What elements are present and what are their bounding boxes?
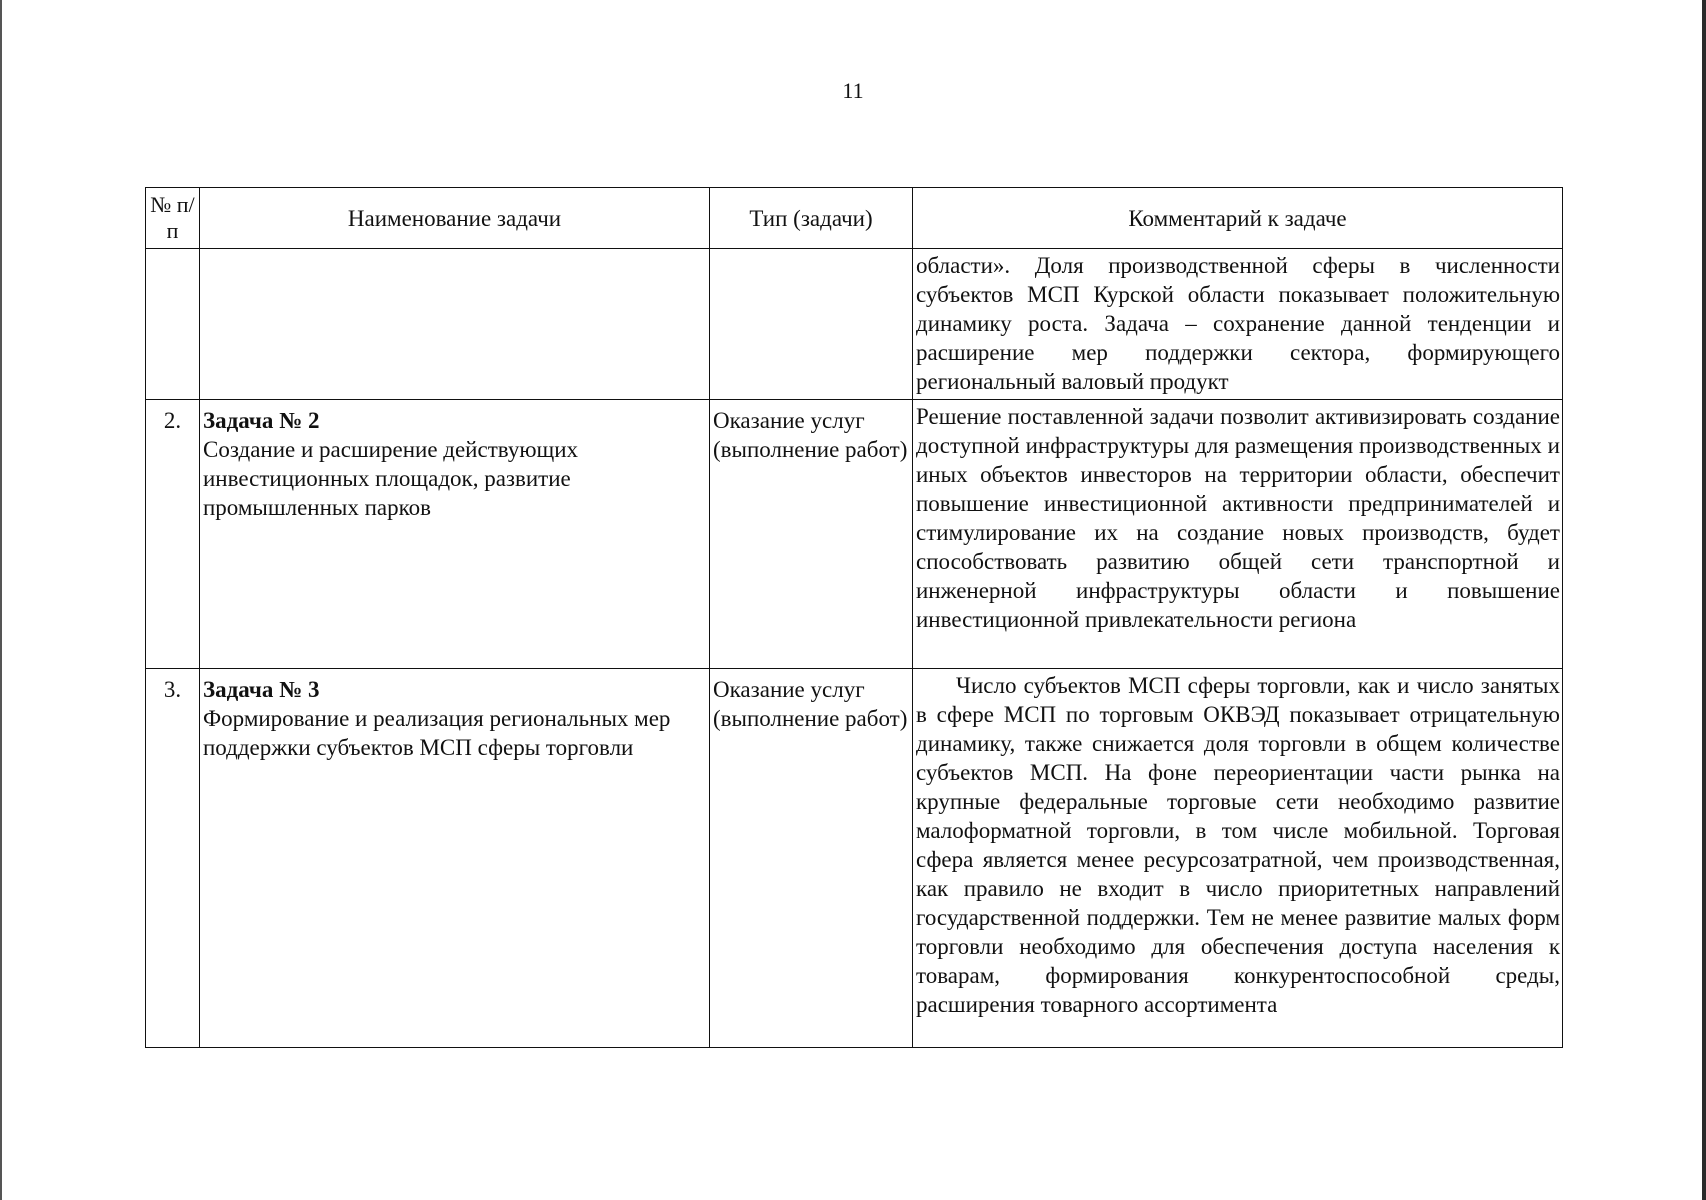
task-comment: Решение поставленной задачи позволит активизировать создание доступной инфраструктуры для размещения производственных и иных объектов инвесторов на территории области, обеспечит повышение инвестиционной активности предпринимателей и стимулирование их на создание новых производств, будет способствовать развитию общей сети транспортной и инженерной инфраструктуры области и повышение инвестиционной привлекательности региона: [913, 400, 1563, 669]
task-title: Задача № 3: [203, 677, 320, 702]
row-num: [146, 249, 200, 400]
task-description: Создание и расширение действующих инвестиционных площадок, развитие промышленных парков: [203, 437, 579, 520]
header-comment: Комментарий к задаче: [913, 188, 1563, 249]
task-name-cell: [200, 669, 710, 1048]
table-row: [146, 400, 1563, 669]
task-comment: Число субъектов МСП сферы торговли, как и число занятых в сфере МСП по торговым ОКВЭД показывает отрицательную динамику, также снижается доля торговли в общем количестве субъектов МСП. На фоне переориентации части рынка на крупные федеральные торговые сети необходимо развитие малоформатной торговли, в том числе мобильной. Торговая сфера является менее ресурсозатратной, чем производственная, как правило не входит в число приоритетных направлений государственной поддержки. Тем не менее развитие малых форм торговли необходимо для обеспечения доступа населения к товарам, формирования конкурентоспособной среды, расширения товарного ассортимента: [913, 669, 1563, 1048]
scan-edge-right: [1702, 0, 1706, 1200]
task-type: Оказание услуг (выполнение работ): [710, 669, 913, 1048]
header-type: Тип (задачи): [710, 188, 913, 249]
task-name-cell: [200, 400, 710, 669]
task-name-cell: [200, 249, 710, 400]
table-row: [146, 249, 1563, 400]
row-num: 2.: [146, 400, 200, 669]
tasks-table: [145, 187, 1563, 1048]
header-name: Наименование задачи: [200, 188, 710, 249]
task-title: Задача № 2: [203, 408, 320, 433]
scan-edge-left: [0, 0, 2, 1200]
task-comment: области». Доля производственной сферы в численности субъектов МСП Курской области показывает положительную динамику роста. Задача – сохранение данной тенденции и расширение мер поддержки сектора, формирующего региональный валовый продукт: [913, 249, 1563, 400]
header-num: № п/п: [146, 188, 200, 249]
task-type: [710, 249, 913, 400]
table-header-row: [146, 188, 1563, 249]
task-description: Формирование и реализация региональных мер поддержки субъектов МСП сферы торговли: [203, 706, 671, 760]
page-number: 11: [842, 78, 864, 103]
row-num: 3.: [146, 669, 200, 1048]
task-type: Оказание услуг (выполнение работ): [710, 400, 913, 669]
table-row: [146, 669, 1563, 1048]
